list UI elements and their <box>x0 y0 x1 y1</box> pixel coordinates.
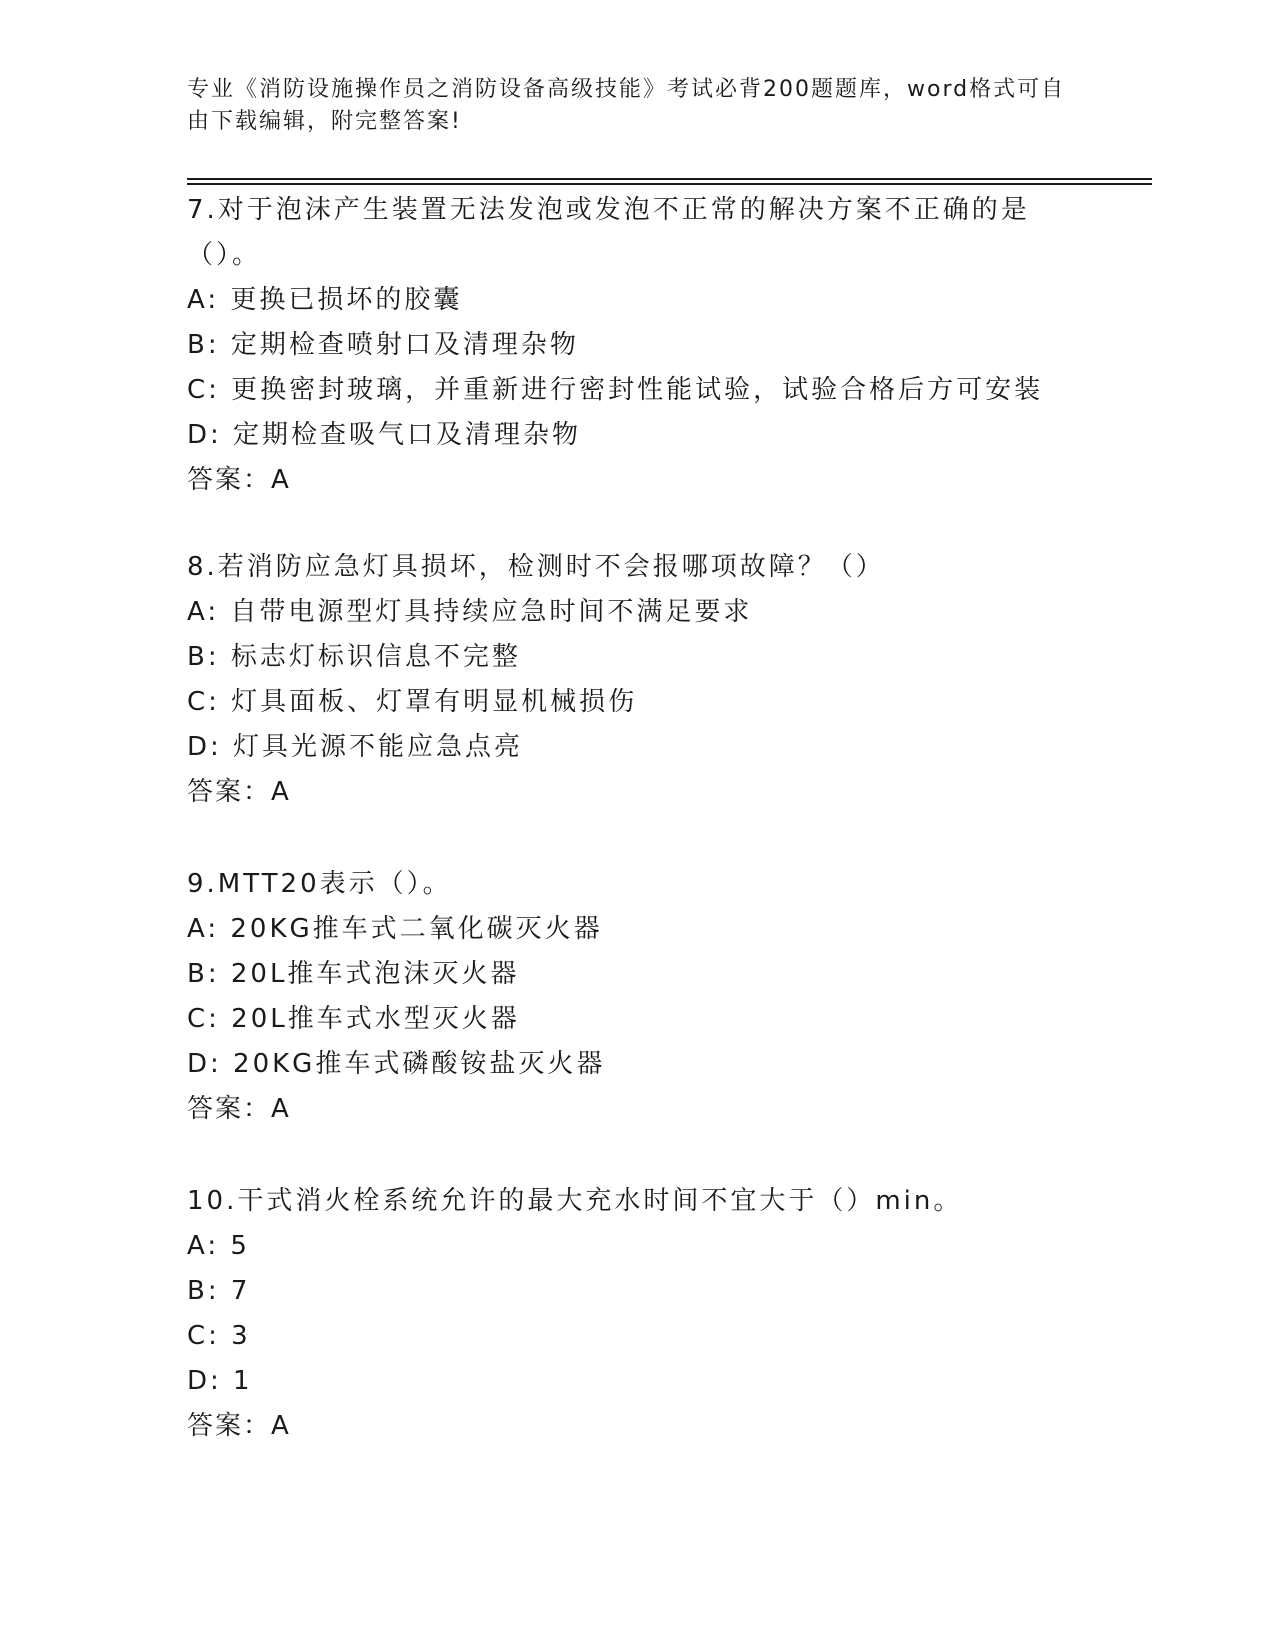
answer-line: 答案：A <box>187 1411 291 1441</box>
question-stem: 10.干式消火栓系统允许的最大充水时间不宜大于（）min。 <box>187 1186 963 1216</box>
option-b: B: 定期检查喷射口及清理杂物 <box>187 330 579 360</box>
question-7 <box>187 188 1067 503</box>
question-stem: 9.MTT20表示（）。 <box>187 869 452 899</box>
option-b: B: 20L推车式泡沫灭火器 <box>187 959 520 989</box>
option-c: C: 3 <box>187 1321 251 1351</box>
answer-line: 答案：A <box>187 777 291 807</box>
option-d: D: 定期检查吸气口及清理杂物 <box>187 420 582 450</box>
question-stem: 7.对于泡沫产生装置无法发泡或发泡不正常的解决方案不正确的是（）。 <box>187 195 1030 270</box>
option-d: D: 1 <box>187 1366 253 1396</box>
question-10 <box>187 1179 1067 1449</box>
answer-line: 答案：A <box>187 1094 291 1124</box>
option-c: C: 20L推车式水型灭火器 <box>187 1004 520 1034</box>
option-c: C: 更换密封玻璃，并重新进行密封性能试验，试验合格后方可安装 <box>187 375 1044 405</box>
option-c: C: 灯具面板、灯罩有明显机械损伤 <box>187 687 638 717</box>
question-9 <box>187 862 1067 1132</box>
option-a: A: 自带电源型灯具持续应急时间不满足要求 <box>187 597 753 627</box>
question-stem: 8.若消防应急灯具损坏，检测时不会报哪项故障？（） <box>187 552 885 582</box>
answer-line: 答案：A <box>187 465 291 495</box>
option-a: A: 20KG推车式二氧化碳灭火器 <box>187 914 603 944</box>
option-a: A: 5 <box>187 1231 250 1261</box>
document-header: 专业《消防设施操作员之消防设备高级技能》考试必背200题题库，word格式可自由下载编辑，附完整答案! <box>187 77 1066 134</box>
header-divider-top <box>187 178 1152 180</box>
option-d: D: 20KG推车式磷酸铵盐灭火器 <box>187 1049 606 1079</box>
option-b: B: 7 <box>187 1276 251 1306</box>
question-8 <box>187 545 1067 815</box>
header-divider-bottom <box>187 183 1152 185</box>
option-b: B: 标志灯标识信息不完整 <box>187 642 521 672</box>
option-a: A: 更换已损坏的胶囊 <box>187 285 463 315</box>
option-d: D: 灯具光源不能应急点亮 <box>187 732 524 762</box>
